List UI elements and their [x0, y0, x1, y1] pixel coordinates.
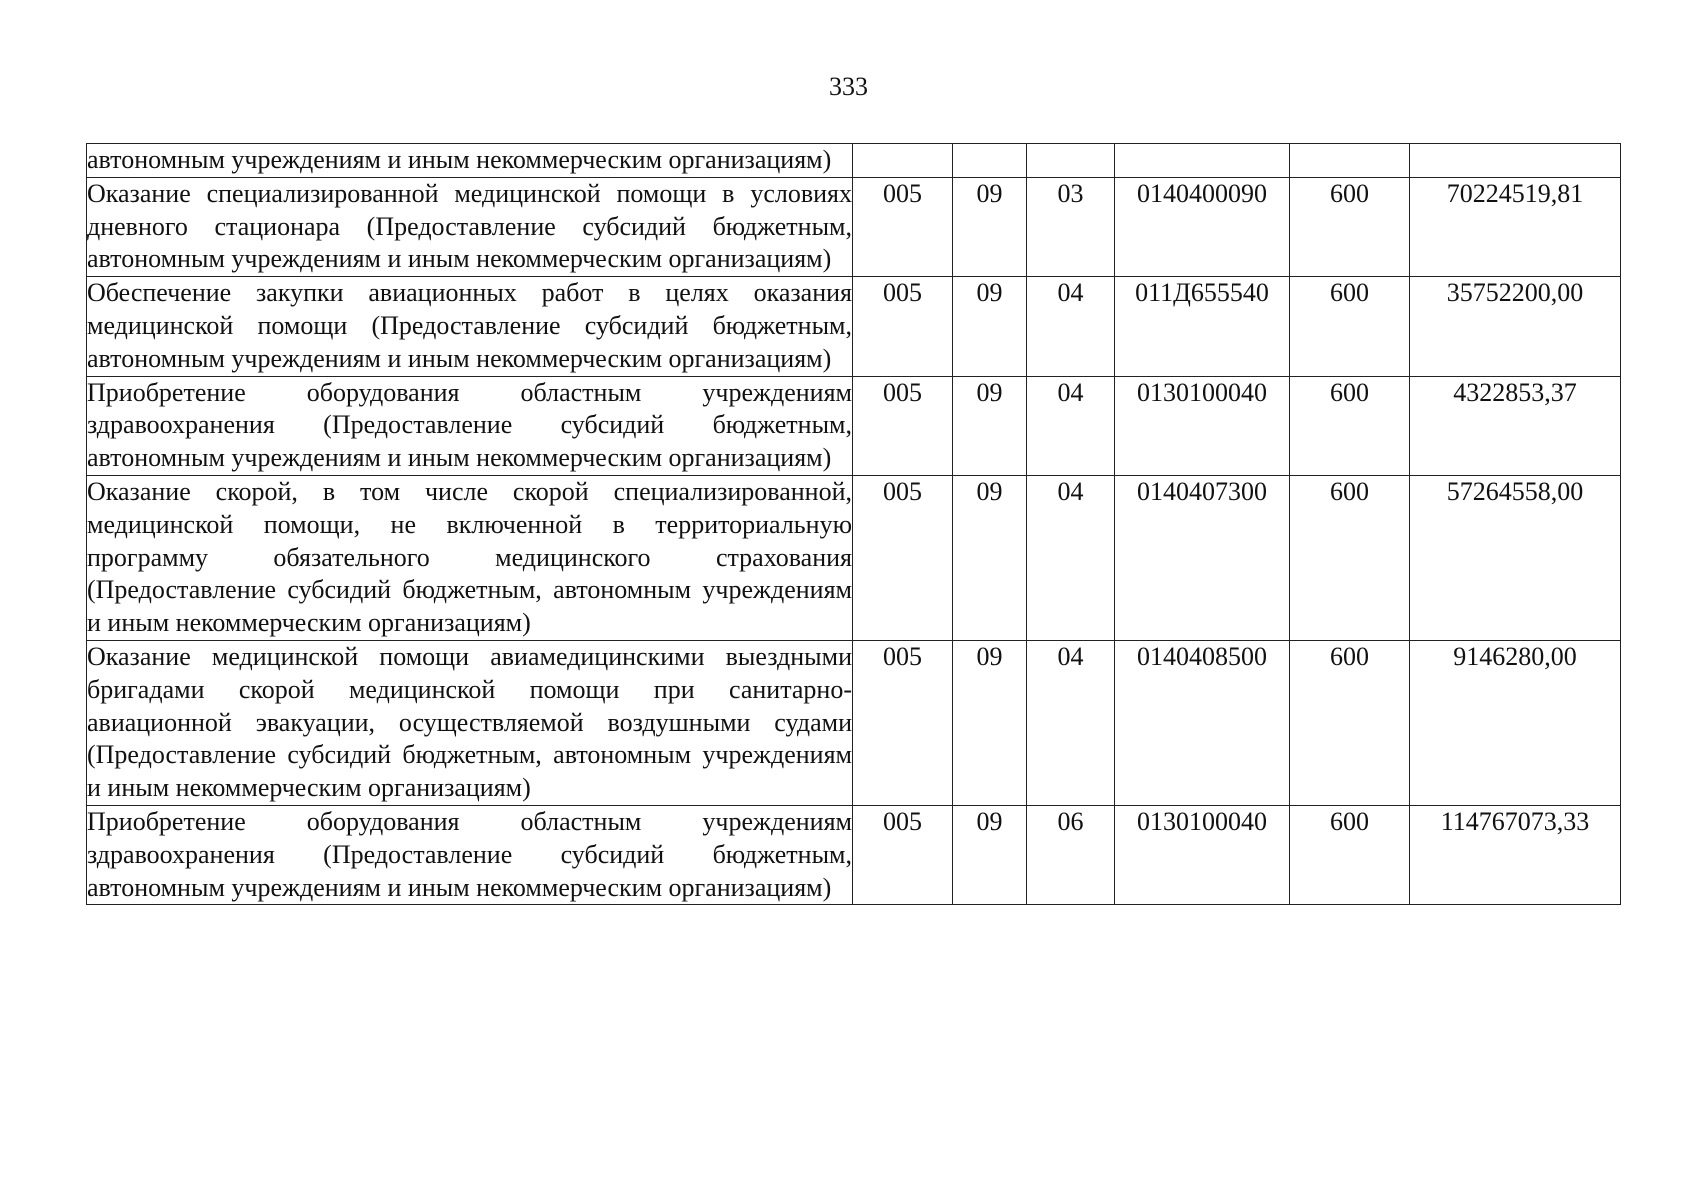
row-section-code: 09 — [953, 177, 1027, 276]
budget-table — [86, 143, 1621, 905]
table-row — [87, 144, 1621, 178]
row-subsection-code: 04 — [1027, 277, 1115, 376]
row-target-code: 0140407300 — [1115, 475, 1290, 640]
row-target-code — [1115, 144, 1290, 178]
row-section-code: 09 — [953, 475, 1027, 640]
row-description: Оказание специализированной медицинской помощи в условиях дневного стационара (Предоставление субсидий бюджетным, автономным учреждениям и иным некоммерческим организациям) — [87, 177, 853, 276]
table-row — [87, 277, 1621, 376]
table-row — [87, 376, 1621, 475]
row-section-code: 09 — [953, 640, 1027, 805]
row-description: Оказание скорой, в том числе скорой специализированной, медицинской помощи, не включенной в территориальную программу обязательного медицинского страхования (Предоставление субсидий бюджетным, автономным учреждениям и иным некоммерческим организациям) — [87, 475, 853, 640]
row-subsection-code: 06 — [1027, 805, 1115, 904]
row-amount: 70224519,81 — [1410, 177, 1621, 276]
row-section-code: 09 — [953, 376, 1027, 475]
row-description: Оказание медицинской помощи авиамедицинскими выездными бригадами скорой медицинской помощи при санитарно-авиационной эвакуации, осуществляемой воздушными судами (Предоставление субсидий бюджетным, автономным учреждениям и иным некоммерческим организациям) — [87, 640, 853, 805]
row-amount: 57264558,00 — [1410, 475, 1621, 640]
row-target-code: 0140400090 — [1115, 177, 1290, 276]
row-section-code — [953, 144, 1027, 178]
row-expense-type: 600 — [1290, 805, 1410, 904]
row-subsection-code — [1027, 144, 1115, 178]
row-target-code: 0130100040 — [1115, 805, 1290, 904]
table-row — [87, 805, 1621, 904]
row-ministry-code: 005 — [853, 376, 953, 475]
row-description: Обеспечение закупки авиационных работ в целях оказания медицинской помощи (Предоставление субсидий бюджетным, автономным учреждениям и иным некоммерческим организациям) — [87, 277, 853, 376]
row-target-code: 011Д655540 — [1115, 277, 1290, 376]
row-expense-type: 600 — [1290, 376, 1410, 475]
row-ministry-code: 005 — [853, 805, 953, 904]
table-row — [87, 177, 1621, 276]
table-row — [87, 475, 1621, 640]
row-expense-type: 600 — [1290, 177, 1410, 276]
row-expense-type: 600 — [1290, 640, 1410, 805]
row-ministry-code: 005 — [853, 640, 953, 805]
row-ministry-code: 005 — [853, 277, 953, 376]
table-row — [87, 640, 1621, 805]
row-description: автономным учреждениям и иным некоммерческим организациям) — [87, 144, 853, 178]
row-target-code: 0140408500 — [1115, 640, 1290, 805]
row-amount: 9146280,00 — [1410, 640, 1621, 805]
row-amount — [1410, 144, 1621, 178]
row-description: Приобретение оборудования областным учреждениям здравоохранения (Предоставление субсидий бюджетным, автономным учреждениям и иным некоммерческим организациям) — [87, 376, 853, 475]
row-amount: 35752200,00 — [1410, 277, 1621, 376]
row-subsection-code: 04 — [1027, 376, 1115, 475]
row-subsection-code: 03 — [1027, 177, 1115, 276]
row-subsection-code: 04 — [1027, 475, 1115, 640]
row-target-code: 0130100040 — [1115, 376, 1290, 475]
row-description: Приобретение оборудования областным учреждениям здравоохранения (Предоставление субсидий бюджетным, автономным учреждениям и иным некоммерческим организациям) — [87, 805, 853, 904]
row-ministry-code — [853, 144, 953, 178]
page-number: 333 — [829, 72, 868, 101]
row-amount: 114767073,33 — [1410, 805, 1621, 904]
row-subsection-code: 04 — [1027, 640, 1115, 805]
row-expense-type: 600 — [1290, 475, 1410, 640]
row-amount: 4322853,37 — [1410, 376, 1621, 475]
row-section-code: 09 — [953, 805, 1027, 904]
row-expense-type — [1290, 144, 1410, 178]
row-section-code: 09 — [953, 277, 1027, 376]
row-ministry-code: 005 — [853, 475, 953, 640]
row-expense-type: 600 — [1290, 277, 1410, 376]
row-ministry-code: 005 — [853, 177, 953, 276]
